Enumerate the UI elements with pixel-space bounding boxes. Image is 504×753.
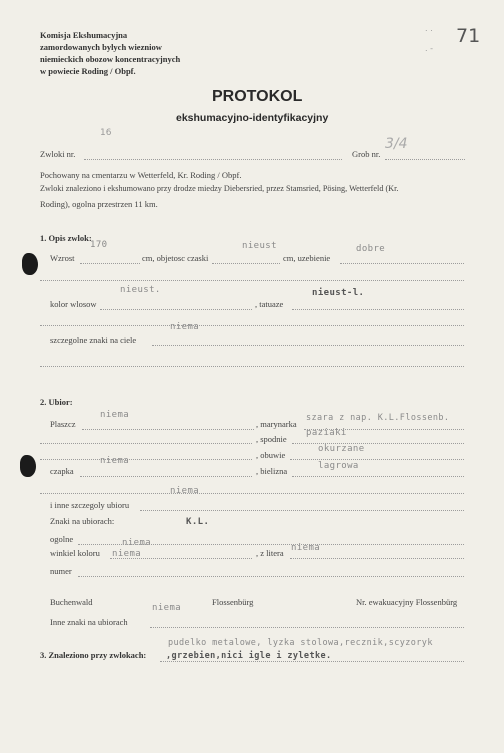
section-1-heading: 1. Opis zwlok: [40,233,92,243]
buchenwald-label: Buchenwald [50,597,93,607]
tatuaze-label: , tatuaze [255,299,284,309]
bielizna-value: lagrowa [318,461,359,471]
plaszcz-value: niema [100,410,130,420]
org-line-3: niemieckich obozow koncentracyjnych [40,54,181,64]
ogolne-label: ogolne [50,534,74,544]
uzebienie-label: cm, uzebienie [283,253,331,263]
found-items-line-1: pudelko metalowe, lyzka stolowa,recznik,scyzoryk [168,638,433,648]
section-3-heading: 3. Znaleziono przy zwlokach: [40,650,147,660]
grob-number-value: 3/4 [385,136,408,152]
marynarka-value: szara z nap. K.L.Flossenb. [306,413,450,423]
uzebienie-value: dobre [356,244,386,254]
page-title: PROTOKOL [212,88,303,105]
kolor-value: nieust. [120,285,161,295]
org-line-1: Komisja Ekshumacyjna [40,30,128,40]
czaski-value: nieust [242,241,277,251]
found-items-line-2: ,grzebien,nici igle i zyletke. [166,651,332,661]
ogolne-value: niema [122,538,152,548]
kolor-label: kolor wlosow [50,299,97,309]
org-line-4: w powiecie Roding / Obpf. [40,66,136,76]
znaki-ciele-value: niema [170,322,200,332]
znaki-ubior-value: K.L. [186,517,210,527]
page-number: 71 [456,25,481,47]
found-text-line-1: Zwloki znaleziono i ekshumowano przy drodze miedzy Diebersried, przez Stamsried, Pösing, Wetterfeld (Kr. [40,184,399,193]
litera-label: , z litera [256,548,284,558]
obuwie-value: okurzane [318,444,365,454]
winkiel-value: niema [112,549,142,559]
inne-znaki-label: Inne znaki na ubiorach [50,617,128,627]
wzrost-value: 170 [90,240,108,250]
spodnie-value: paziaki [306,428,347,438]
czaski-label: cm, objetosc czaski [142,253,209,263]
ewakuacyjny-label: Nr. ewakuacyjny Flossenbürg [356,597,458,607]
marynarka-label: , marynarka [256,419,297,429]
czapka-value: niema [100,456,130,466]
page-subtitle: ekshumacyjno-identyfikacyjny [176,112,329,124]
org-line-2: zamordowanych bylych wiezniow [40,42,162,52]
inne-ubior-value: niema [170,486,200,496]
corner-marks-2: . - [425,44,433,53]
found-text-line-2: Roding), ogolna przestrzen 11 km. [40,199,158,209]
grob-label: Grob nr. [352,149,381,159]
inne-ubior-label: i inne szczegoly ubioru [50,500,130,510]
winkiel-label: winkiel koloru [50,548,100,558]
plaszcz-label: Plaszcz [50,419,76,429]
punch-hole-top [22,253,38,275]
tatuaze-value: nieust-l. [312,288,365,298]
numer-label: numer [50,566,72,576]
zwloki-label: Zwloki nr. [40,149,76,159]
litera-value: niema [291,543,321,553]
wzrost-label: Wzrost [50,253,75,263]
bielizna-label: , bielizna [256,466,288,476]
inne-znaki-value: niema [152,603,182,613]
corner-marks: . . [425,24,433,33]
section-2-heading: 2. Ubior: [40,397,73,407]
spodnie-label: , spodnie [256,434,287,444]
obuwie-label: , obuwie [256,450,286,460]
znaki-ciele-label: szczegolne znaki na ciele [50,335,137,345]
buried-text: Pochowany na cmentarzu w Wetterfeld, Kr. Roding / Obpf. [40,170,242,180]
czapka-label: czapka [50,466,74,476]
flossenburg-label: Flossenbürg [212,597,254,607]
znaki-ubior-label: Znaki na ubiorach: [50,516,115,526]
zwloki-number-value: 16 [100,128,112,138]
punch-hole-bottom [20,455,36,477]
